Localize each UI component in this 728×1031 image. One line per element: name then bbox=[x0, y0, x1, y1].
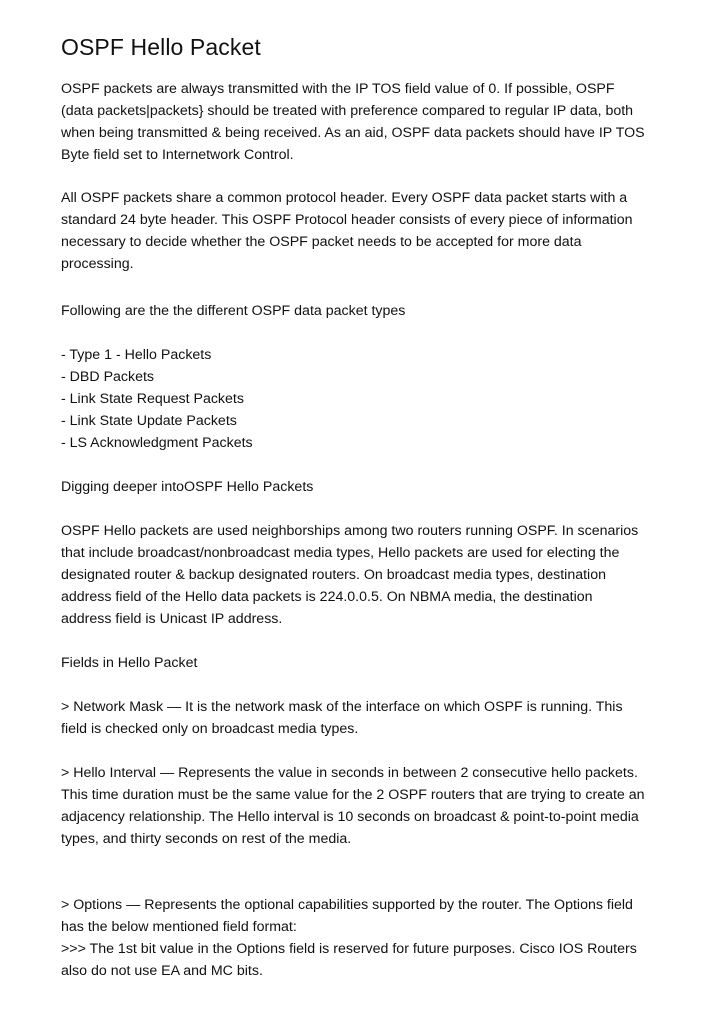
text-line: processing. bbox=[61, 256, 134, 272]
paragraph-header bbox=[61, 187, 701, 275]
paragraph-network-mask bbox=[61, 696, 701, 740]
text-line: > Options — Represents the optional capabilities supported by the router. The Options field bbox=[61, 897, 633, 913]
text-line: Digging deeper intoOSPF Hello Packets bbox=[61, 479, 314, 495]
text-line: field is checked only on broadcast media types. bbox=[61, 721, 359, 737]
paragraph-tos bbox=[61, 78, 701, 166]
paragraph-types-intro bbox=[61, 300, 701, 322]
text-line: (data packets|packets} should be treated with preference compared to regular IP data, both bbox=[61, 103, 634, 119]
paragraph-fields-heading bbox=[61, 652, 701, 674]
list-item: - Link State Update Packets bbox=[61, 413, 237, 429]
text-line: designated router & backup designated routers. On broadcast media types, destination bbox=[61, 567, 606, 583]
text-line: OSPF packets are always transmitted with the IP TOS field value of 0. If possible, OSPF bbox=[61, 81, 615, 97]
text-line: Following are the the different OSPF data packet types bbox=[61, 303, 406, 319]
text-line: This time duration must be the same value for the 2 OSPF routers that are trying to create an bbox=[61, 787, 645, 803]
text-line: has the below mentioned field format: bbox=[61, 919, 297, 935]
text-line: Byte field set to Internetwork Control. bbox=[61, 147, 294, 163]
text-line: > Hello Interval — Represents the value in seconds in between 2 consecutive hello packets. bbox=[61, 765, 638, 781]
text-line: necessary to decide whether the OSPF packet needs to be accepted for more data bbox=[61, 234, 582, 250]
text-line: >>> The 1st bit value in the Options field is reserved for future purposes. Cisco IOS Routers bbox=[61, 941, 637, 957]
text-line: OSPF Hello packets are used neighborships among two routers running OSPF. In scenarios bbox=[61, 523, 639, 539]
list-item: - Type 1 - Hello Packets bbox=[61, 347, 212, 363]
packet-types-list bbox=[61, 344, 701, 454]
paragraph-hello-use bbox=[61, 520, 701, 630]
text-line: All OSPF packets share a common protocol header. Every OSPF data packet starts with a bbox=[61, 190, 628, 206]
paragraph-hello-interval bbox=[61, 762, 701, 850]
list-item: - LS Acknowledgment Packets bbox=[61, 435, 253, 451]
text-line: types, and thirty seconds on rest of the media. bbox=[61, 831, 352, 847]
paragraph-options bbox=[61, 894, 701, 982]
paragraph-digging bbox=[61, 476, 701, 498]
text-line: standard 24 byte header. This OSPF Protocol header consists of every piece of information bbox=[61, 212, 633, 228]
text-line: adjacency relationship. The Hello interval is 10 seconds on broadcast & point-to-point media bbox=[61, 809, 639, 825]
text-line: address field of the Hello data packets is 224.0.0.5. On NBMA media, the destination bbox=[61, 589, 593, 605]
text-line: when being transmitted & being received. As an aid, OSPF data packets should have IP TOS bbox=[61, 125, 645, 141]
list-item: - Link State Request Packets bbox=[61, 391, 244, 407]
text-line: Fields in Hello Packet bbox=[61, 655, 198, 671]
text-line: also do not use EA and MC bits. bbox=[61, 963, 263, 979]
text-line: address field is Unicast IP address. bbox=[61, 611, 283, 627]
page-title: OSPF Hello Packet bbox=[61, 34, 261, 60]
list-item: - DBD Packets bbox=[61, 369, 155, 385]
text-line: that include broadcast/nonbroadcast media types, Hello packets are used for electing the bbox=[61, 545, 620, 561]
text-line: > Network Mask — It is the network mask of the interface on which OSPF is running. This bbox=[61, 699, 623, 715]
